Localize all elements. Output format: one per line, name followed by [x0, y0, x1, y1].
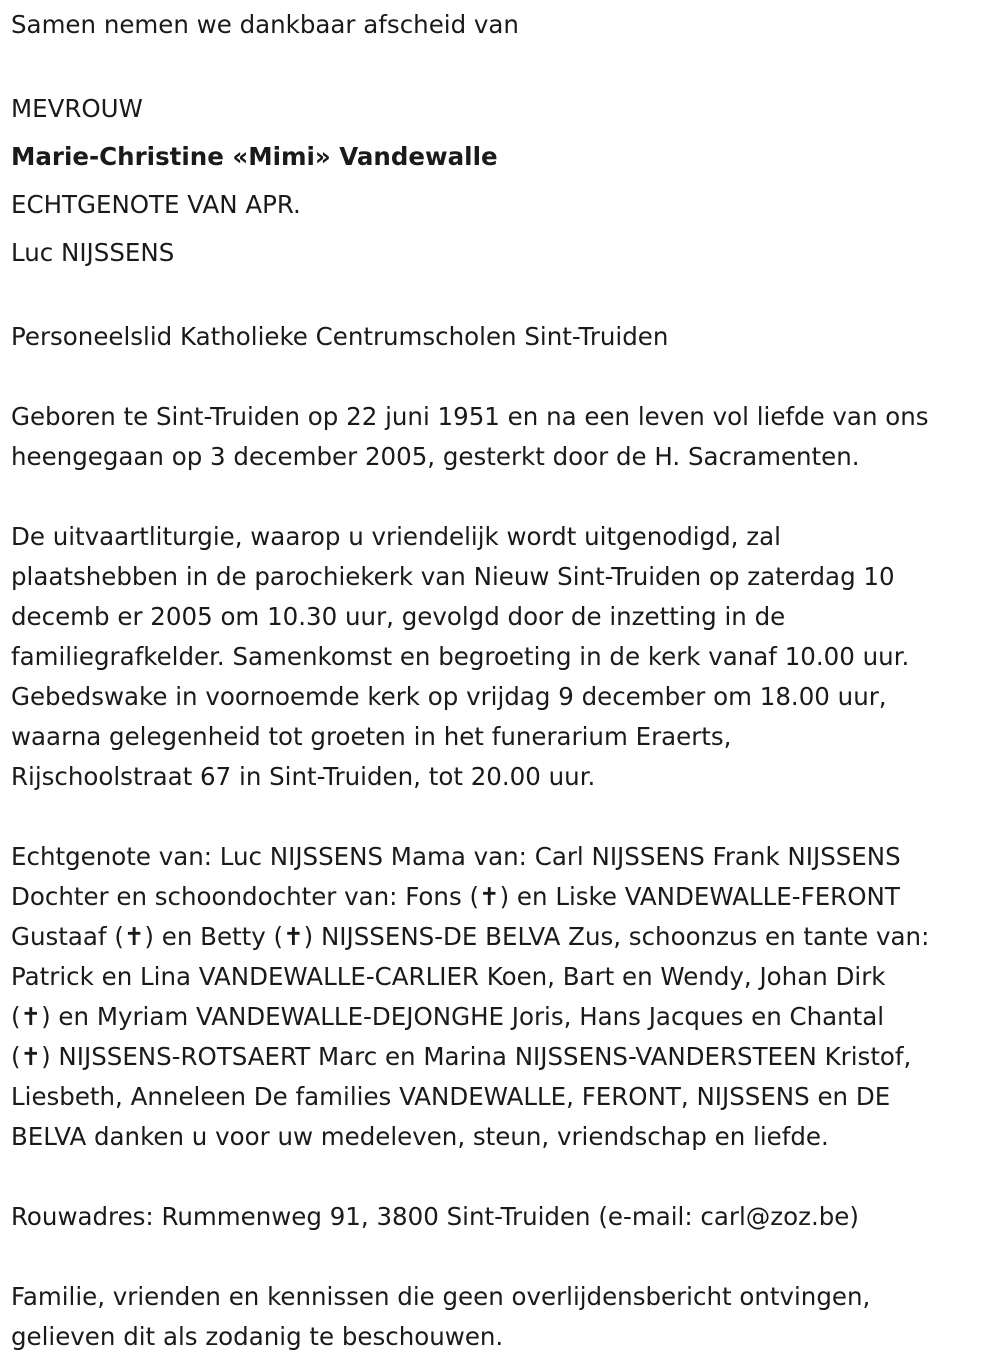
closing-line: gelieven dit als zodanig te beschouwen.	[11, 1322, 504, 1351]
family-line: (✝) NIJSSENS-ROTSAERT Marc en Marina NIJSSENS-VANDERSTEEN Kristof,	[11, 1042, 912, 1071]
spacer	[11, 357, 996, 397]
ceremony-line: decemb er 2005 om 10.30 uur, gevolgd door de inzetting in de	[11, 602, 786, 631]
family-line: Liesbeth, Anneleen De families VANDEWALLE, FERONT, NIJSSENS en DE	[11, 1082, 891, 1111]
role-line: Personeelslid Katholieke Centrumscholen Sint-Truiden	[11, 322, 669, 351]
ceremony-line: waarna gelegenheid tot groeten in het funerarium Eraerts,	[11, 722, 732, 751]
spacer	[11, 45, 996, 85]
ceremony-line: Gebedswake in voornoemde kerk op vrijdag 9 december om 18.00 uur,	[11, 682, 887, 711]
spacer	[11, 797, 996, 837]
family-line: Echtgenote van: Luc NIJSSENS Mama van: Carl NIJSSENS Frank NIJSSENS	[11, 842, 901, 871]
closing-line: Familie, vrienden en kennissen die geen overlijdensbericht ontvingen,	[11, 1282, 871, 1311]
family-line: Gustaaf (✝) en Betty (✝) NIJSSENS-DE BELVA Zus, schoonzus en tante van:	[11, 922, 930, 951]
address-line: Rouwadres: Rummenweg 91, 3800 Sint-Truiden (e-mail: carl@zoz.be)	[11, 1202, 859, 1231]
spacer	[11, 477, 996, 517]
title-line: MEVROUW	[11, 94, 143, 123]
spacer	[11, 277, 996, 317]
birth-death-line: Geboren te Sint-Truiden op 22 juni 1951 en na een leven vol liefde van ons	[11, 402, 929, 431]
family-line: Dochter en schoondochter van: Fons (✝) en Liske VANDEWALLE-FERONT	[11, 882, 900, 911]
ceremony-line: plaatshebben in de parochiekerk van Nieuw Sint-Truiden op zaterdag 10	[11, 562, 895, 591]
birth-death-line: heengegaan op 3 december 2005, gesterkt door de H. Sacramenten.	[11, 442, 860, 471]
spouse-label: ECHTGENOTE VAN APR.	[11, 190, 301, 219]
ceremony-line: familiegrafkelder. Samenkomst en begroeting in de kerk vanaf 10.00 uur.	[11, 642, 910, 671]
ceremony-line: De uitvaartliturgie, waarop u vriendelijk wordt uitgenodigd, zal	[11, 522, 781, 551]
spacer	[11, 1237, 996, 1277]
ceremony-line: Rijschoolstraat 67 in Sint-Truiden, tot 20.00 uur.	[11, 762, 596, 791]
family-line: BELVA danken u voor uw medeleven, steun, vriendschap en liefde.	[11, 1122, 829, 1151]
spouse-name: Luc NIJSSENS	[11, 238, 175, 267]
family-line: (✝) en Myriam VANDEWALLE-DEJONGHE Joris, Hans Jacques en Chantal	[11, 1002, 885, 1031]
intro-line: Samen nemen we dankbaar afscheid van	[11, 10, 519, 39]
family-line: Patrick en Lina VANDEWALLE-CARLIER Koen, Bart en Wendy, Johan Dirk	[11, 962, 886, 991]
deceased-name: Marie-Christine «Mimi» Vandewalle	[11, 142, 498, 171]
spacer	[11, 1157, 996, 1197]
obituary-text	[11, 5, 996, 1357]
